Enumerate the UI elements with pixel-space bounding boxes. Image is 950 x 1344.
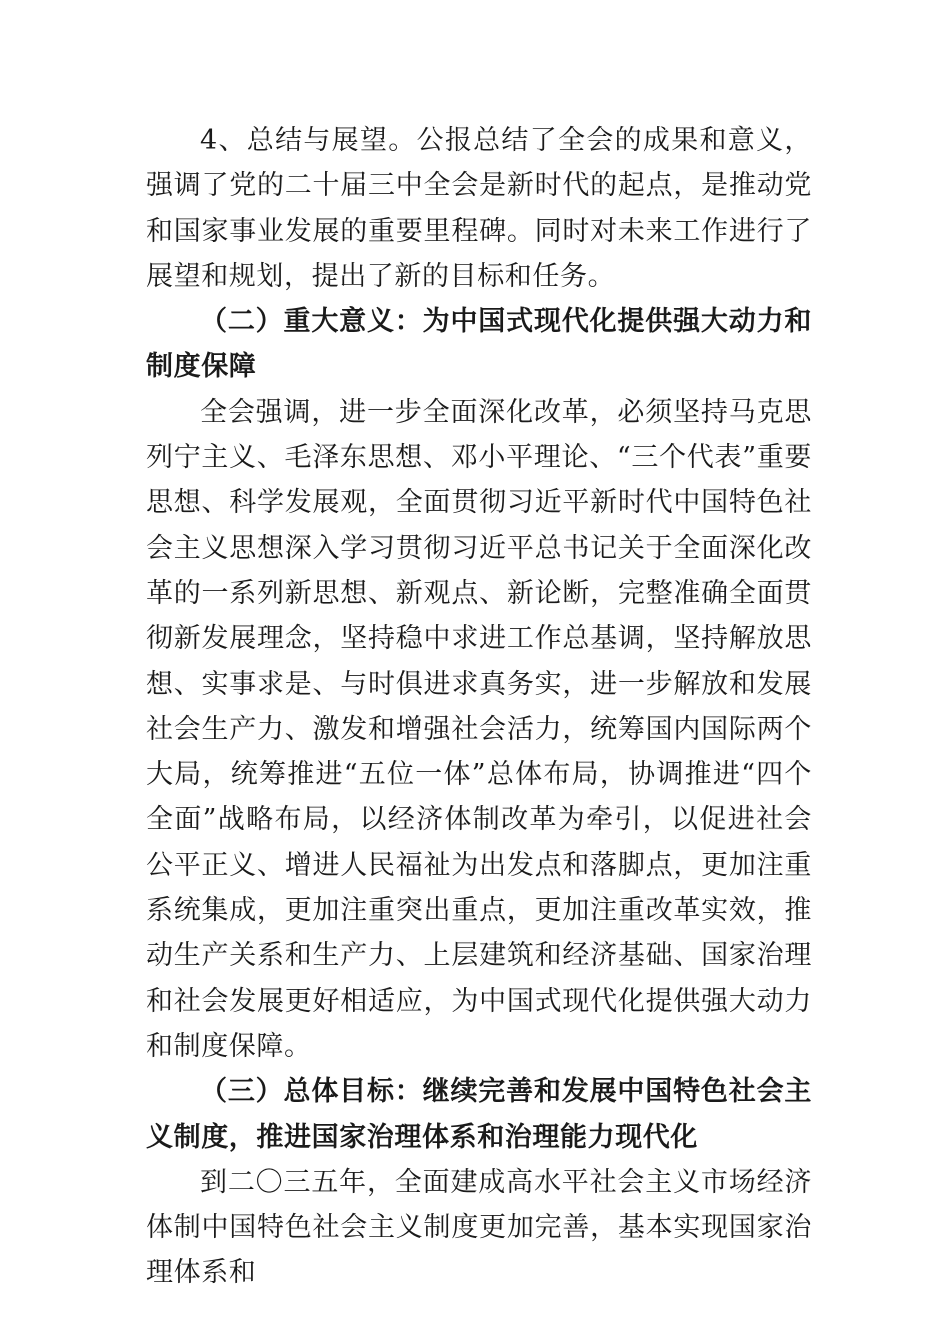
- paragraph-2035-goal: 到二〇三五年，全面建成高水平社会主义市场经济体制中国特色社会主义制度更加完善，基本实现国家治理体系和: [146, 1166, 812, 1289]
- document-body: [146, 118, 812, 1296]
- paragraph-summary-outlook: 4、总结与展望。公报总结了全会的成果和意义，强调了党的二十届三中全会是新时代的起点，是推动党和国家事业发展的重要里程碑。同时对未来工作进行了展望和规划，提出了新的目标和任务。: [146, 125, 812, 292]
- section-heading-overall-goal: （三）总体目标：继续完善和发展中国特色社会主义制度，推进国家治理体系和治理能力现代化: [146, 1076, 812, 1153]
- paragraph-plenum-emphasis: 全会强调，进一步全面深化改革，必须坚持马克思列宁主义、毛泽东思想、邓小平理论、“三个代表”重要思想、科学发展观，全面贯彻习近平新时代中国特色社会主义思想深入学习贯彻习近平总书记关于全面深化改革的一系列新思想、新观点、新论断，完整准确全面贯彻新发展理念，坚持稳中求进工作总基调，坚持解放思想、实事求是、与时俱进求真务实，进一步解放和发展社会生产力、激发和增强社会活力，统筹国内国际两个大局，统筹推进“五位一体”总体布局，协调推进“四个全面”战略布局，以经济体制改革为牵引，以促进社会公平正义、增进人民福祉为出发点和落脚点，更加注重系统集成，更加注重突出重点，更加注重改革实效，推动生产关系和生产力、上层建筑和经济基础、国家治理和社会发展更好相适应，为中国式现代化提供强大动力和制度保障。: [146, 396, 812, 1062]
- section-heading-significance: （二）重大意义：为中国式现代化提供强大动力和制度保障: [146, 306, 812, 383]
